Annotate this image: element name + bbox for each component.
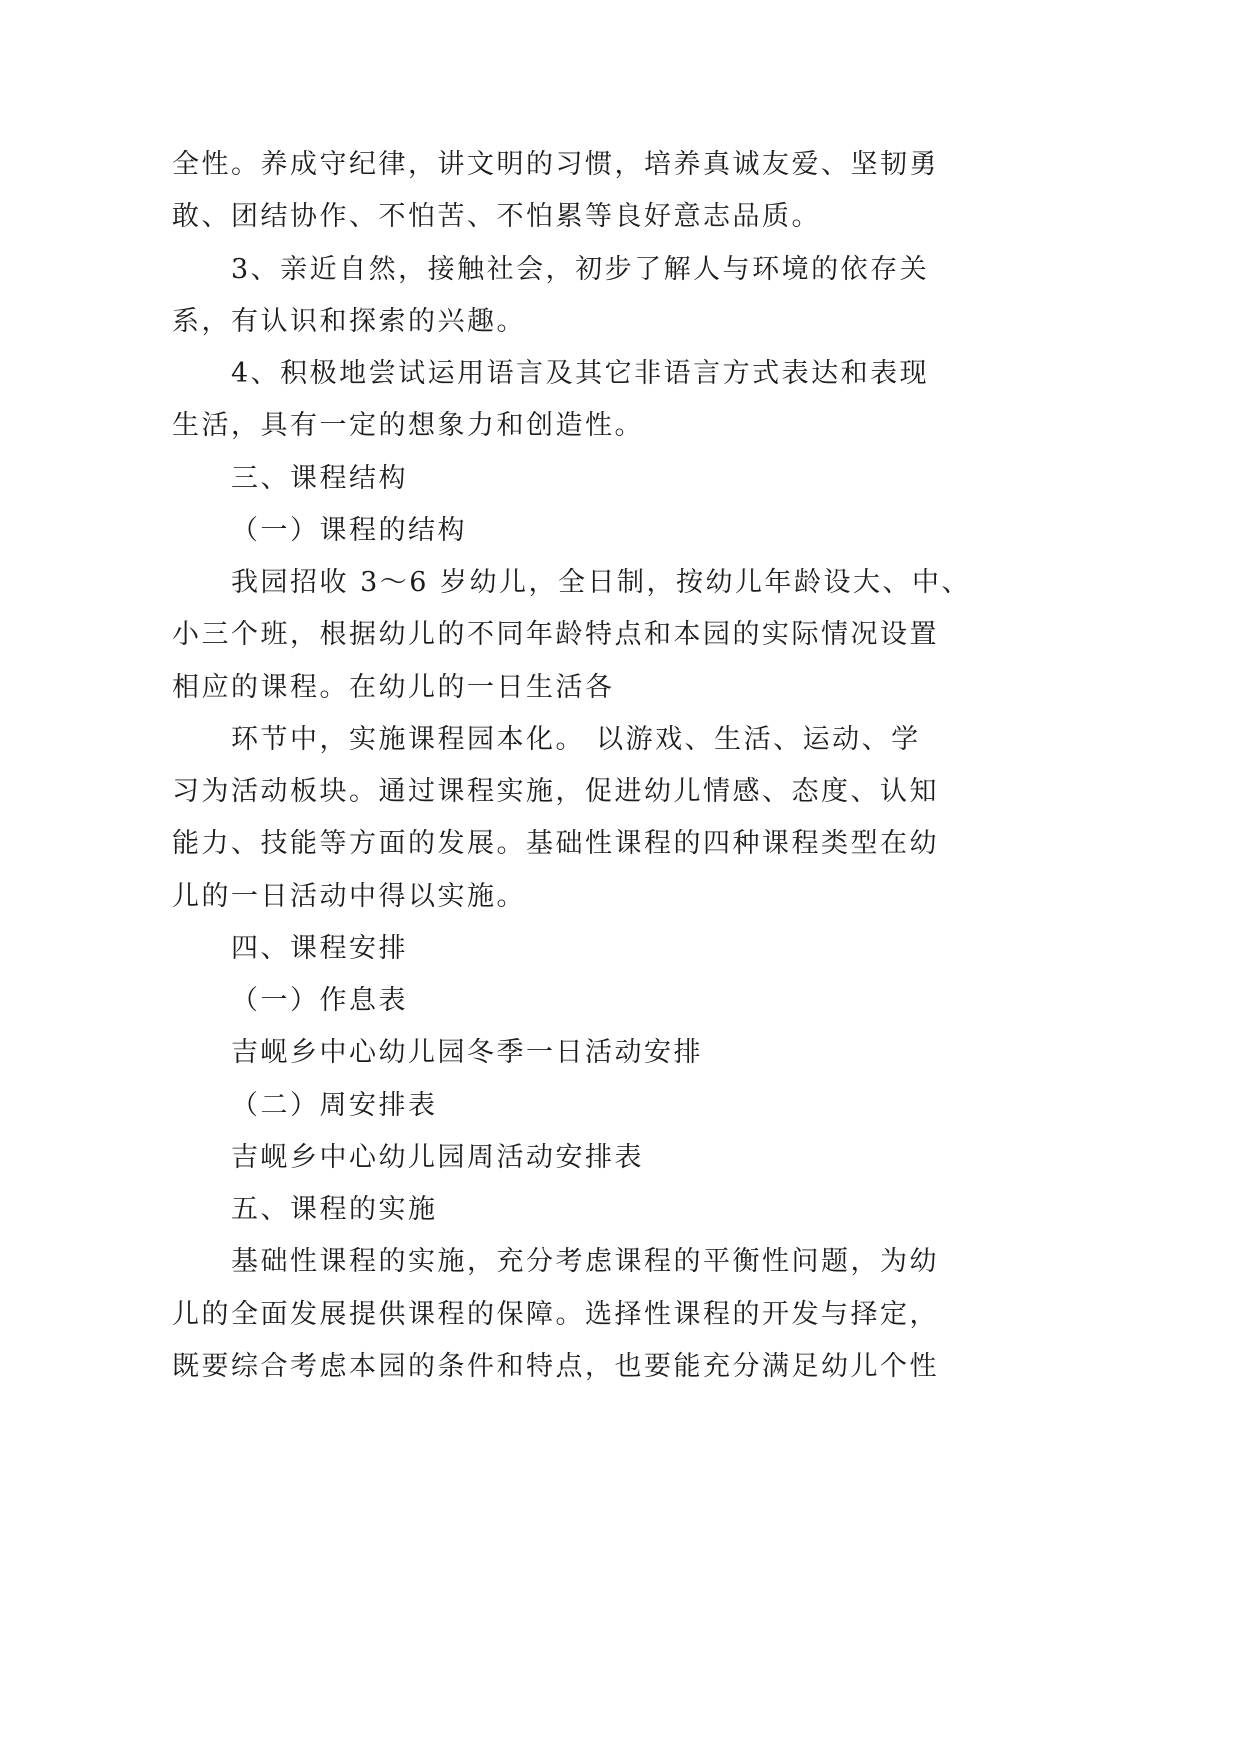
- paragraph-line: 系，有认识和探索的兴趣。: [172, 305, 526, 337]
- table-caption: 吉岘乡中心幼儿园冬季一日活动安排: [231, 1037, 703, 1069]
- paragraph-line: 儿的一日活动中得以实施。: [172, 880, 526, 912]
- paragraph-line: 我园招收 3～6 岁幼儿，全日制，按幼儿年龄设大、中、: [231, 567, 972, 598]
- paragraph-line: 环节中，实施课程园本化。 以游戏、生活、运动、学: [231, 723, 921, 755]
- table-caption: 吉岘乡中心幼儿园周活动安排表: [231, 1141, 644, 1173]
- paragraph-line: 既要综合考虑本园的条件和特点，也要能充分满足幼儿个性: [172, 1350, 939, 1382]
- paragraph-line: 4、积极地尝试运用语言及其它非语言方式表达和表现: [231, 358, 930, 389]
- document-body: [172, 139, 1172, 1393]
- paragraph-line: 全性。养成守纪律，讲文明的习惯，培养真诚友爱、坚韧勇: [172, 149, 939, 180]
- paragraph-line: 基础性课程的实施，充分考虑课程的平衡性问题，为幼: [231, 1246, 939, 1278]
- paragraph-line: 小三个班，根据幼儿的不同年龄特点和本园的实际情况设置: [172, 619, 939, 651]
- subsection-heading: （二）周安排表: [231, 1089, 438, 1121]
- section-heading: 三、课程结构: [231, 462, 408, 494]
- section-heading: 五、课程的实施: [231, 1194, 438, 1225]
- paragraph-line: 3、亲近自然，接触社会，初步了解人与环境的依存关: [231, 253, 930, 285]
- subsection-heading: （一）课程的结构: [231, 514, 467, 546]
- subsection-heading: （一）作息表: [231, 985, 408, 1016]
- paragraph-line: 习为活动板块。通过课程实施，促进幼儿情感、态度、认知: [172, 776, 939, 807]
- section-heading: 四、课程安排: [231, 932, 408, 964]
- paragraph-line: 敢、团结协作、不怕苦、不怕累等良好意志品质。: [172, 201, 821, 233]
- paragraph-line: 生活，具有一定的想象力和创造性。: [172, 410, 644, 442]
- paragraph-line: 相应的课程。在幼儿的一日生活各: [172, 671, 615, 703]
- paragraph-line: 儿的全面发展提供课程的保障。选择性课程的开发与择定，: [172, 1298, 939, 1330]
- paragraph-line: 能力、技能等方面的发展。基础性课程的四种课程类型在幼: [172, 828, 939, 860]
